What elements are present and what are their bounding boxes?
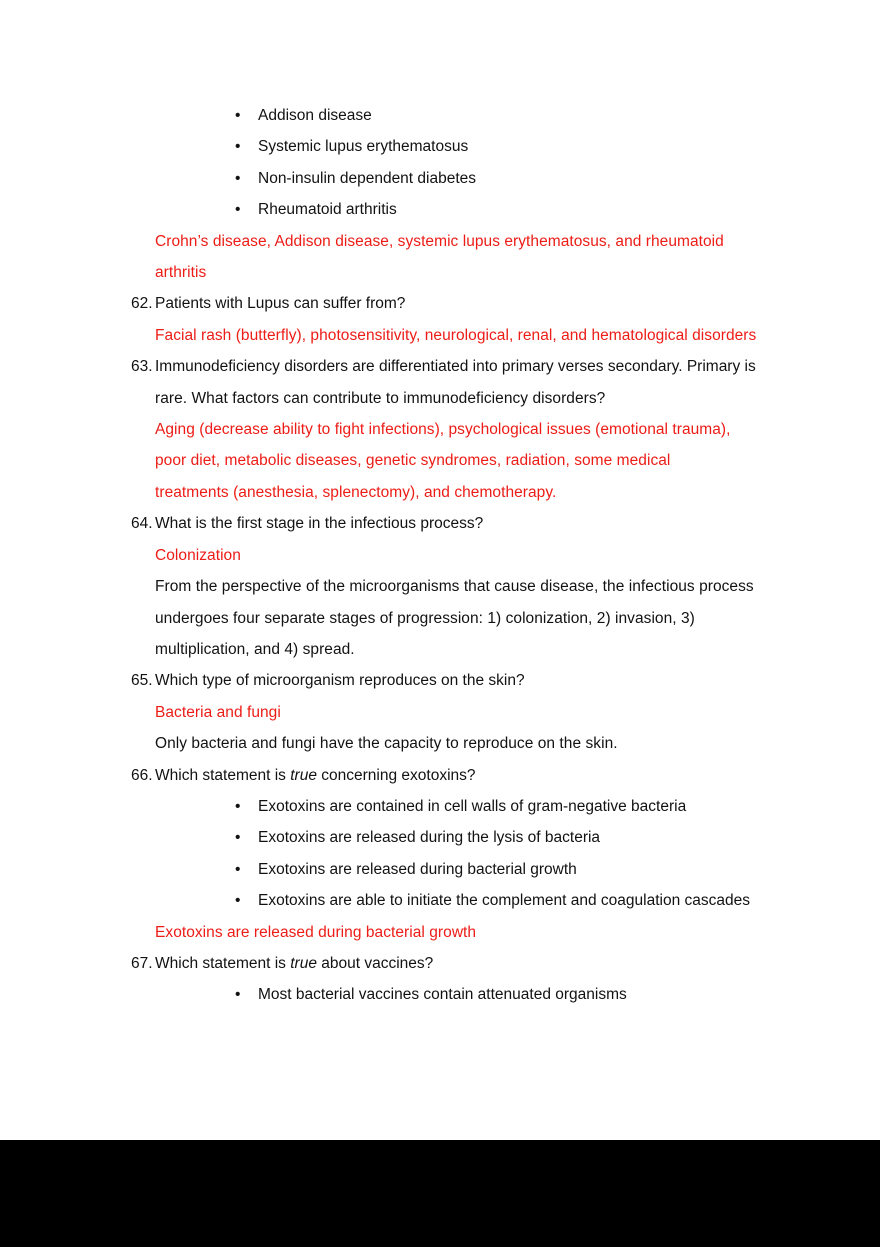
list-item-label: Exotoxins are released during bacterial growth [258,860,577,878]
bullet-icon: • [235,138,241,156]
list-item [235,979,791,1010]
answer-text: Colonization [155,546,241,564]
question-text: What is the first stage in the infectious process? [155,515,484,533]
question-text [155,948,791,979]
bottom-black-bar [0,1140,880,1247]
answer-text: Aging (decrease ability to fight infections), psychological issues (emotional trauma), [155,421,731,439]
list-item-label: Exotoxins are contained in cell walls of gram-negative bacteria [258,797,687,815]
bullet-icon: • [235,986,241,1004]
question-number: 65. [131,672,153,690]
bullet-icon: • [235,829,241,847]
answer-text: Crohn’s disease, Addison disease, systemic lupus erythematosus, and rheumatoid [155,232,724,250]
question-text-continued: rare. What factors can contribute to immunodeficiency disorders? [155,389,606,407]
explanation-text: multiplication, and 4) spread. [155,640,355,658]
list-item-label: Non-insulin dependent diabetes [258,169,477,187]
question-67 [131,948,791,979]
question-text: Which type of microorganism reproduces on the skin? [155,672,525,690]
answer-text: Exotoxins are released during bacterial growth [155,923,477,941]
answer-text: Facial rash (butterfly), photosensitivity, neurological, renal, and hematological disorders [155,326,757,344]
question-text-emphasis: true [290,954,317,972]
list-item-label: Most bacterial vaccines contain attenuated organisms [258,986,627,1004]
explanation-text: From the perspective of the microorganisms that cause disease, the infectious process [155,578,754,596]
question-number: 63. [131,358,153,376]
answer-text: Bacteria and fungi [155,703,281,721]
list-item [235,854,791,885]
question-number: 64. [131,515,153,533]
question-number: 67. [131,954,153,972]
question-text: Patients with Lupus can suffer from? [155,295,406,313]
bullet-icon: • [235,107,241,124]
list-item-label: Exotoxins are able to initiate the complement and coagulation cascades [258,892,750,910]
bullet-icon: • [235,860,241,878]
answer-text: treatments (anesthesia, splenectomy), and chemotherapy. [155,483,557,501]
question-text-prefix: Which statement is [155,766,291,784]
list-item-label: Systemic lupus erythematosus [258,138,469,156]
question-text-suffix: about vaccines? [316,954,434,972]
question-text-emphasis: true [290,766,317,784]
list-item [235,791,791,822]
question-62 [131,288,791,319]
explanation-text: Only bacteria and fungi have the capacity to reproduce on the skin. [155,735,618,753]
bullet-icon: • [235,201,241,219]
question-63 [131,351,791,382]
question-text-suffix: concerning exotoxins? [316,766,476,784]
bullet-icon: • [235,892,241,910]
list-item [235,885,791,916]
question-text [155,760,791,791]
list-item [235,194,791,225]
list-item [235,822,791,853]
bullet-icon: • [235,797,241,815]
answer-text: poor diet, metabolic diseases, genetic syndromes, radiation, some medical [155,452,671,470]
question-65 [131,665,791,696]
document-content [131,100,791,1011]
answer-text: arthritis [155,264,207,282]
list-item-label: Rheumatoid arthritis [258,201,397,219]
question-text-prefix: Which statement is [155,954,291,972]
explanation-text: undergoes four separate stages of progression: 1) colonization, 2) invasion, 3) [155,609,695,627]
question-number: 62. [131,295,153,313]
question-text: Immunodeficiency disorders are differentiated into primary verses secondary. Primary is [155,358,756,376]
list-item [235,100,791,131]
list-item [235,131,791,162]
bullet-icon: • [235,169,241,187]
question-number: 66. [131,766,153,784]
list-item-label: Exotoxins are released during the lysis of bacteria [258,829,601,847]
question-64 [131,508,791,539]
list-item-label: Addison disease [258,107,372,124]
question-66 [131,760,791,791]
list-item [235,163,791,194]
